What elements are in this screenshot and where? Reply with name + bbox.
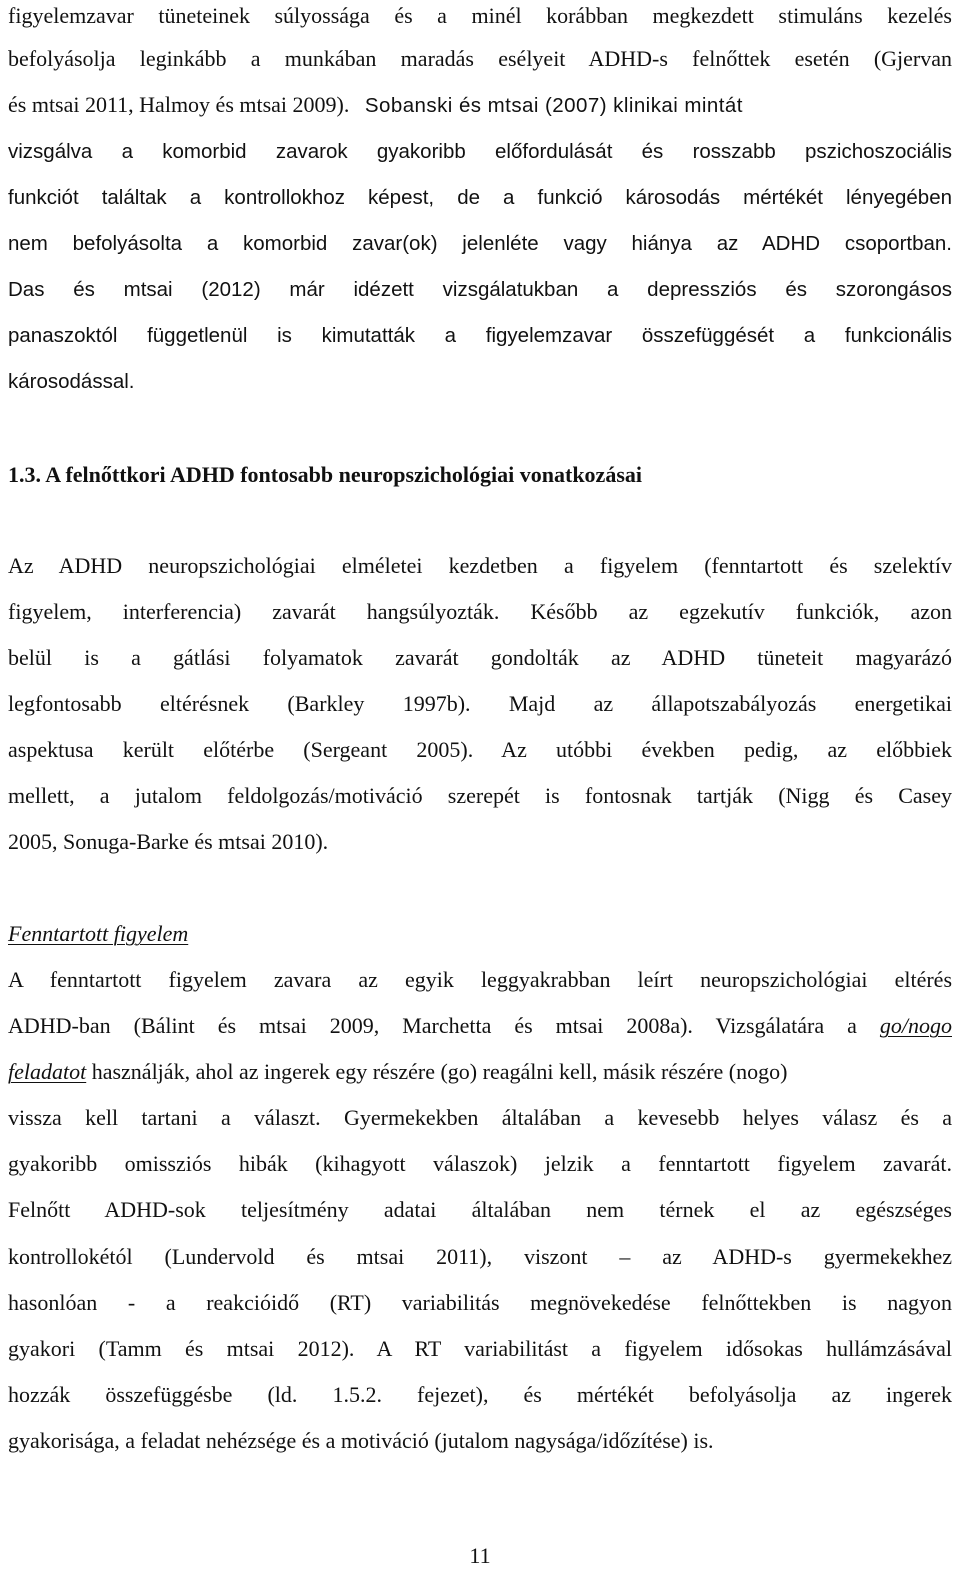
text-line: aspektusa került előtérbe (Sergeant 2005). Az utóbbi években pedig, az előbbiek [8,737,952,762]
text-line: vizsgálva a komorbid zavarok gyakoribb előfordulását és rosszabb pszichoszociális [8,140,952,163]
text-line: gyakori (Tamm és mtsai 2012). A RT variabilitást a figyelem idősokas hullámzásával [8,1336,952,1361]
text-line: befolyásolja leginkább a munkában maradás esélyeit ADHD-s felnőttek esetén (Gjervan [8,46,952,71]
subsection-heading [8,919,952,949]
text-line: A fenntartott figyelem zavara az egyik leggyakrabban leírt neuropszichológiai eltérés [8,967,952,992]
page-number: 11 [469,1543,491,1568]
text-line: 2005, Sonuga-Barke és mtsai 2010). [8,829,329,854]
text-line: hasonlóan - a reakcióidő (RT) variabilitás megnövekedése felnőttekben is nagyon [8,1290,952,1315]
text-line: belül is a gátlási folyamatok zavarát gondolták az ADHD tüneteit magyarázó [8,645,952,670]
text-segment: Sobanski és mtsai (2007) klinikai mintát [364,94,743,117]
subsection-title: Fenntartott figyelem [8,921,189,946]
text-line: gyakoribb omissziós hibák (kihagyott válaszok) jelzik a fenntartott figyelem zavarát. [8,1151,952,1176]
text-line: gyakorisága, a feladat nehézsége és a motiváció (jutalom nagysága/időzítése) is. [8,1428,714,1453]
text-line: mellett, a jutalom feldolgozás/motiváció szerepét is fontosnak tartják (Nigg és Casey [8,783,952,808]
text-line: hozzák összefüggésbe (ld. 1.5.2. fejezet), és mértékét befolyásolja az ingerek [8,1382,952,1407]
text-line: Az ADHD neuropszichológiai elméletei kezdetben a figyelem (fenntartott és szelektív [8,553,952,578]
text-line: figyelem, interferencia) zavarát hangsúlyozták. Később az egzekutív funkciók, azon [8,599,952,624]
text-segment: használják, ahol az ingerek egy részére (go) reagálni kell, másik részére (nogo) [86,1059,788,1084]
text-line [8,1057,952,1087]
text-segment: és mtsai 2011, Halmoy és mtsai 2009). [8,92,350,117]
text-line: panaszoktól függetlenül is kimutatták a figyelemzavar összefüggését a funkcionális [8,324,952,347]
text-line [8,90,952,121]
text-line: nem befolyásolta a komorbid zavar(ok) jelenléte vagy hiánya az ADHD csoportban. [8,232,952,255]
text-line: vissza kell tartani a választ. Gyermekekben általában a kevesebb helyes válasz és a [8,1105,952,1130]
text-line: legfontosabb eltérésnek (Barkley 1997b). Majd az állapotszabályozás energetikai [8,691,952,716]
emphasized-term: go/nogo [879,1013,952,1038]
text-line: Das és mtsai (2012) már idézett vizsgálatukban a depressziós és szorongásos [8,278,952,301]
emphasized-term: feladatot [8,1059,87,1084]
text-line: figyelemzavar tüneteinek súlyossága és a minél korábban megkezdett stimuláns kezelés [8,3,952,28]
text-line: Felnőtt ADHD-sok teljesítmény adatai általában nem térnek el az egészséges [8,1197,952,1222]
text-line: funkciót találtak a kontrollokhoz képest, de a funkció károsodás mértékét lényegében [8,186,952,209]
section-heading: 1.3. A felnőttkori ADHD fontosabb neuropszichológiai vonatkozásai [8,462,642,487]
text-line [8,1011,952,1041]
text-line: károsodással. [8,370,135,393]
text-segment: ADHD-ban (Bálint és mtsai 2009, Marchetta és mtsai 2008a). Vizsgálatára a [8,1013,880,1038]
text-line: kontrollokétól (Lundervold és mtsai 2011), viszont – az ADHD-s gyermekekhez [8,1244,952,1269]
